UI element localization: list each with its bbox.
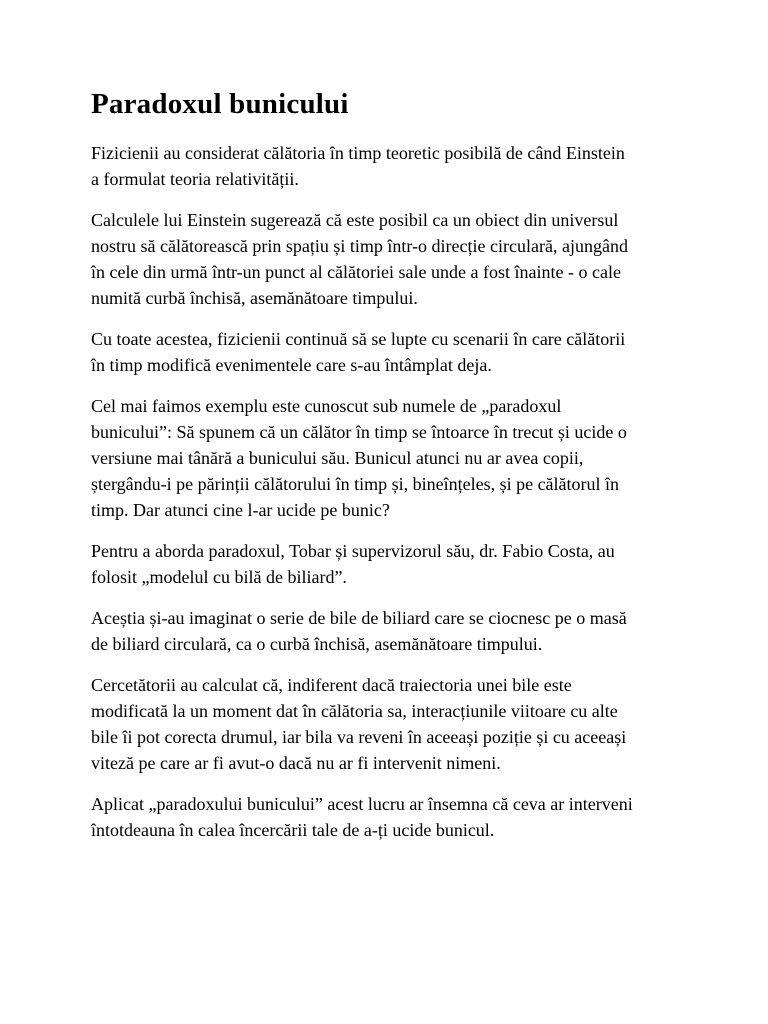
document-page bbox=[91, 86, 691, 858]
paragraph-line: Cel mai faimos exemplu este cunoscut sub numele de „paradoxul bbox=[91, 396, 562, 416]
paragraph-line: modificată la un moment dat în călătoria sa, interacțiunile viitoare cu alte bbox=[91, 701, 618, 721]
paragraph-line: timp. Dar atunci cine l-ar ucide pe bunic? bbox=[91, 500, 390, 520]
paragraph-line: bile îi pot corecta drumul, iar bila va reveni în aceeași poziție și cu aceeași bbox=[91, 727, 627, 747]
paragraph-line: a formulat teoria relativității. bbox=[91, 169, 299, 189]
paragraph-line: Cu toate acestea, fizicienii continuă să se lupte cu scenarii în care călătorii bbox=[91, 329, 626, 349]
paragraph-line: numită curbă închisă, asemănătoare timpului. bbox=[91, 288, 418, 308]
paragraph-line: viteză pe care ar fi avut-o dacă nu ar fi intervenit nimeni. bbox=[91, 753, 501, 773]
paragraph-line: versiune mai tânără a bunicului său. Bunicul atunci nu ar avea copii, bbox=[91, 448, 584, 468]
paragraph-5 bbox=[91, 538, 691, 590]
paragraph-7 bbox=[91, 672, 691, 776]
paragraph-line: întotdeauna în calea încercării tale de a-ți ucide bunicul. bbox=[91, 820, 495, 840]
paragraph-line: ștergându-i pe părinții călătorului în timp și, bineînțeles, și pe călătorul în bbox=[91, 474, 620, 494]
paragraph-line: în cele din urmă într-un punct al călătoriei sale unde a fost înainte - o cale bbox=[91, 262, 621, 282]
paragraph-3 bbox=[91, 326, 691, 378]
paragraph-2 bbox=[91, 207, 691, 311]
paragraph-line: în timp modifică evenimentele care s-au întâmplat deja. bbox=[91, 355, 492, 375]
paragraph-line: Fizicienii au considerat călătoria în timp teoretic posibilă de când Einstein bbox=[91, 143, 625, 163]
document-title: Paradoxul bunicului bbox=[91, 88, 349, 120]
paragraph-line: Pentru a aborda paradoxul, Tobar și supervizorul său, dr. Fabio Costa, au bbox=[91, 541, 615, 561]
paragraph-4 bbox=[91, 393, 691, 523]
paragraph-line: Aplicat „paradoxului bunicului” acest lucru ar însemna că ceva ar interveni bbox=[91, 794, 633, 814]
paragraph-line: bunicului”: Să spunem că un călător în timp se întoarce în trecut și ucide o bbox=[91, 422, 627, 442]
paragraph-line: nostru să călătorească prin spațiu și timp într-o direcție circulară, ajungând bbox=[91, 236, 628, 256]
paragraph-line: Aceștia și-au imaginat o serie de bile de biliard care se ciocnesc pe o masă bbox=[91, 608, 627, 628]
paragraph-line: Cercetătorii au calculat că, indiferent dacă traiectoria unei bile este bbox=[91, 675, 572, 695]
paragraph-line: Calculele lui Einstein sugerează că este posibil ca un obiect din universul bbox=[91, 210, 619, 230]
paragraph-8 bbox=[91, 791, 691, 843]
paragraph-line: de biliard circulară, ca o curbă închisă, asemănătoare timpului. bbox=[91, 634, 543, 654]
paragraph-line: folosit „modelul cu bilă de biliard”. bbox=[91, 567, 347, 587]
paragraph-1 bbox=[91, 140, 691, 192]
paragraph-6 bbox=[91, 605, 691, 657]
